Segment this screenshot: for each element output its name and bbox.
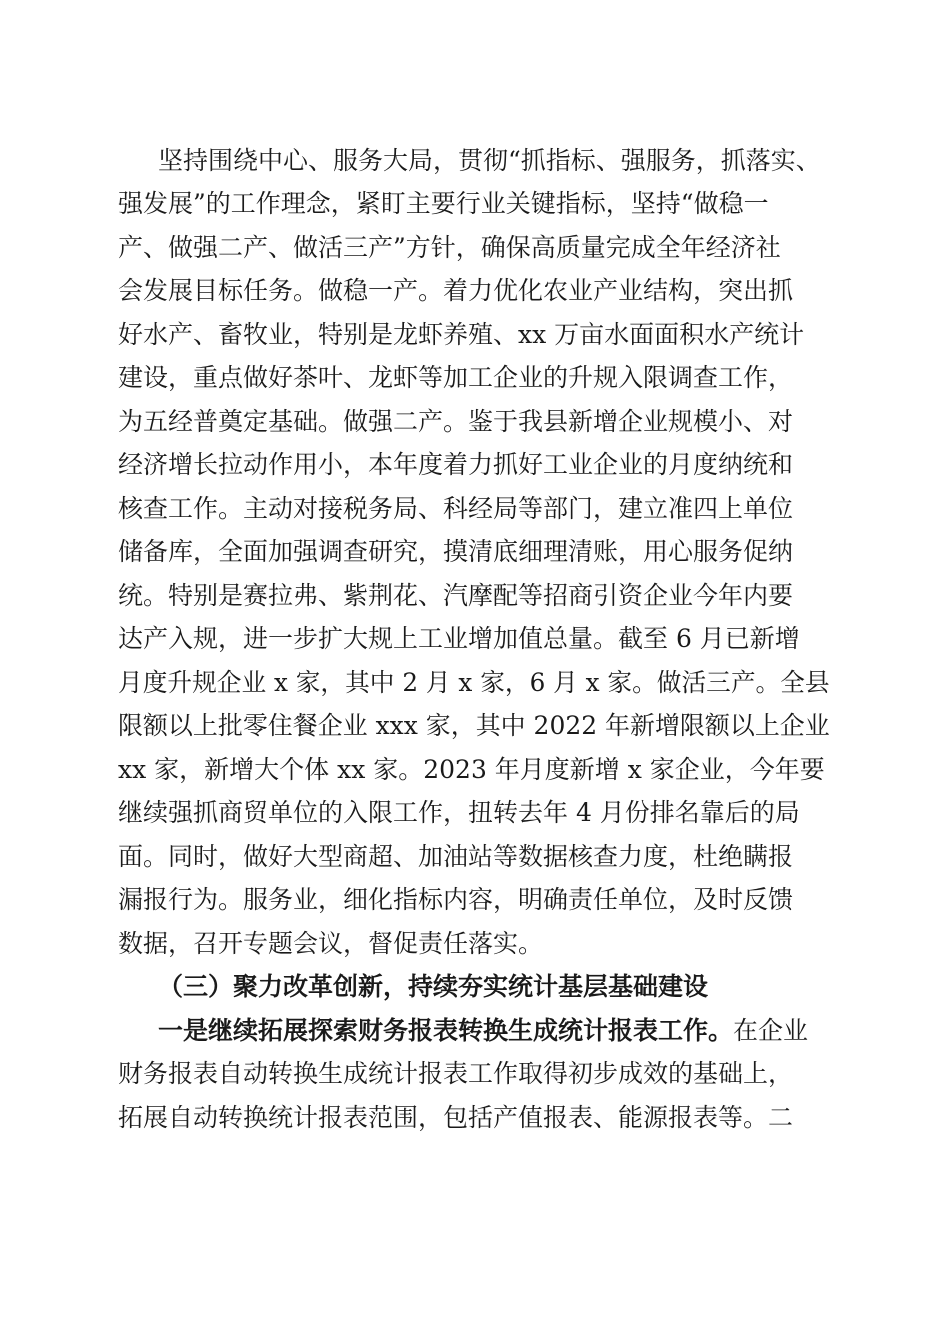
text-line: 坚持围绕中心、服务大局，贯彻“抓指标、强服务，抓落实、	[158, 146, 821, 175]
text-line: 储备库，全面加强调查研究，摸清底细理清账，用心服务促纳	[118, 537, 794, 566]
text-line: 达产入规，进一步扩大规上工业增加值总量。截至 6 月已新增	[118, 624, 800, 653]
text-line: 会发展目标任务。做稳一产。着力优化农业产业结构，突出抓	[118, 276, 794, 305]
text-line: 建设，重点做好茶叶、龙虾等加工企业的升规入限调查工作，	[118, 363, 794, 392]
text-line: 好水产、畜牧业，特别是龙虾养殖、xx 万亩水面面积水产统计	[118, 320, 805, 349]
text-line: 核查工作。主动对接税务局、科经局等部门，建立准四上单位	[118, 494, 794, 523]
text-line: 统。特别是赛拉弗、紫荆花、汽摩配等招商引资企业今年内要	[118, 581, 794, 610]
text-line: 月度升规企业 x 家，其中 2 月 x 家，6 月 x 家。做活三产。全县	[118, 668, 830, 697]
text-line: xx 家，新增大个体 xx 家。2023 年月度新增 x 家企业，今年要	[118, 755, 825, 784]
text-line: 经济增长拉动作用小，本年度着力抓好工业企业的月度纳统和	[118, 450, 794, 479]
text-line	[158, 1016, 808, 1046]
section-heading: （三）聚力改革创新，持续夯实统计基层基础建设	[158, 972, 709, 1001]
text-line: 继续强抓商贸单位的入限工作，扭转去年 4 月份排名靠后的局	[118, 798, 800, 827]
text-line: 为五经普奠定基础。做强二产。鉴于我县新增企业规模小、对	[118, 407, 794, 436]
text-line: 强发展”的工作理念，紧盯主要行业关键指标，坚持“做稳一	[118, 189, 769, 218]
text-line: 拓展自动转换统计报表范围，包括产值报表、能源报表等。二	[118, 1103, 794, 1132]
text-line: 财务报表自动转换生成统计报表工作取得初步成效的基础上，	[118, 1059, 794, 1088]
text-span: 在企业	[733, 1016, 809, 1045]
text-line: 限额以上批零住餐企业 xxx 家，其中 2022 年新增限额以上企业	[118, 711, 830, 740]
text-line: 漏报行为。服务业，细化指标内容，明确责任单位，及时反馈	[118, 885, 794, 914]
text-line: 产、做强二产、做活三产”方针，确保高质量完成全年经济社	[118, 233, 781, 262]
emphasis-text: 一是继续拓展探索财务报表转换生成统计报表工作。	[158, 1016, 734, 1045]
text-line: 面。同时，做好大型商超、加油站等数据核查力度，杜绝瞒报	[118, 842, 794, 871]
text-line: 数据，召开专题会议，督促责任落实。	[118, 929, 544, 958]
